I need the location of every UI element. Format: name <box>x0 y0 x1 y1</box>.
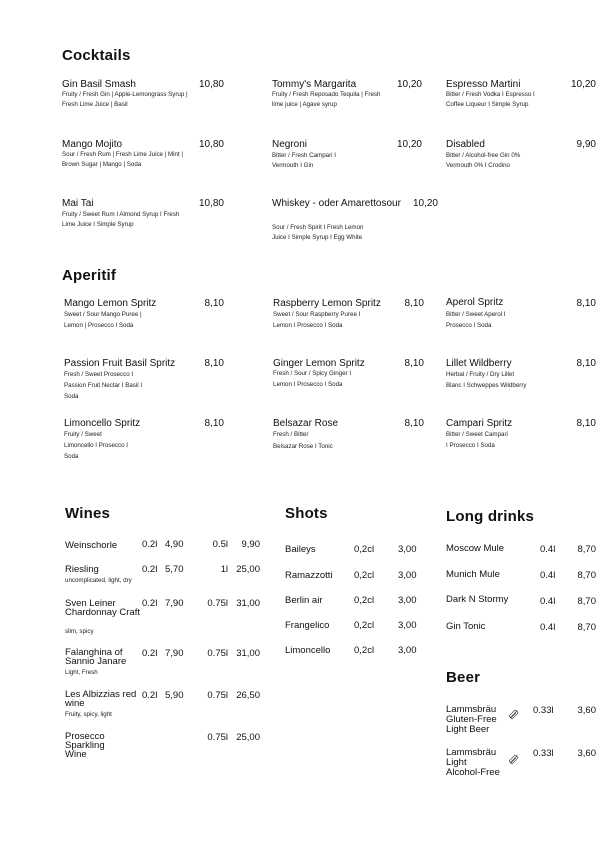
beer-name: Lammsbräu <box>446 747 497 758</box>
beer-volume: 0.33l <box>533 748 554 759</box>
shot-name: Frangelico <box>285 620 330 631</box>
item-name: Lillet Wildberry <box>446 358 512 369</box>
item-price: 10,80 <box>198 198 224 209</box>
item-desc: Fresh / Sweet Prosecco I <box>64 371 134 378</box>
wine-desc: Light, Fresh <box>65 669 98 676</box>
shot-name: Limoncello <box>285 645 331 656</box>
shot-price: 3,00 <box>398 620 417 631</box>
beer-glass-icon-svg <box>508 708 520 720</box>
item-desc: Fruity / Fresh Reposado Tequila | Fresh <box>272 91 381 98</box>
wine-price-small: 4,90 <box>165 539 184 550</box>
long-drink-name: Dark N Stormy <box>446 594 509 605</box>
wine-volume-large: 0.75l <box>207 648 228 659</box>
item-name: Mango Lemon Spritz <box>64 298 157 309</box>
item-name: Mango Mojito <box>62 139 123 150</box>
beer-price: 3,60 <box>577 705 596 716</box>
shots-heading: Shots <box>285 505 328 522</box>
wine-volume-small: 0.2l <box>142 598 158 609</box>
wine-name: Wine <box>65 749 87 760</box>
item-price: 8,10 <box>204 298 224 309</box>
shot-volume: 0,2cl <box>354 544 375 555</box>
cocktails-heading: Cocktails <box>62 47 131 64</box>
item-price: 10,20 <box>396 139 422 150</box>
beer-name: Alcohol-Free <box>446 767 500 778</box>
wine-volume-small: 0.2l <box>142 564 158 575</box>
item-desc: Herbal / Fruity / Dry Lillet <box>446 371 515 378</box>
item-price: 8,10 <box>404 358 424 369</box>
item-price: 10,20 <box>412 198 438 209</box>
wine-volume-small: 0.2l <box>142 690 158 701</box>
shot-name: Ramazzotti <box>285 570 333 581</box>
item-desc: Lemon | Prosecco I Soda <box>64 322 134 329</box>
item-price: 9,90 <box>576 139 596 150</box>
long-drink-name: Gin Tonic <box>446 621 486 632</box>
item-desc: Soda <box>64 453 79 460</box>
long-drink-volume: 0.4l <box>540 570 556 581</box>
item-desc: Bitter / Sweet Campari <box>446 431 508 438</box>
wine-price-large: 31,00 <box>236 598 260 609</box>
item-desc: Passion Fruit Nectar I Basil I <box>64 382 143 389</box>
wine-name: Prosecco <box>65 731 105 742</box>
item-desc: Prosecco I Soda <box>446 322 492 329</box>
wine-name: Weinschorle <box>65 540 118 551</box>
wine-volume-small: 0.2l <box>142 648 158 659</box>
item-price: 10,20 <box>570 79 596 90</box>
item-name: Ginger Lemon Spritz <box>273 358 365 369</box>
wine-price-small: 7,90 <box>165 648 184 659</box>
beer-glass-icon-svg <box>508 753 520 765</box>
item-name: Gin Basil Smash <box>62 79 136 90</box>
item-desc: Lime Juice I Simple Syrup <box>62 221 134 228</box>
beer-price: 3,60 <box>577 748 596 759</box>
item-desc: Fruity / Sweet <box>64 431 102 438</box>
item-desc: Juice I Simple Syrup I Egg White <box>272 234 363 241</box>
wine-name: Sannio Janare <box>65 656 127 667</box>
long-drink-volume: 0.4l <box>540 622 556 633</box>
beer-name: Light <box>446 757 467 768</box>
shot-name: Baileys <box>285 544 316 555</box>
wine-volume-large: 0.75l <box>207 690 228 701</box>
item-desc: Sweet / Sour Raspberry Puree I <box>273 311 361 318</box>
wine-price-small: 5,90 <box>165 690 184 701</box>
item-price: 10,80 <box>198 79 224 90</box>
item-desc: lime juice | Agave syrup <box>272 101 337 108</box>
item-desc: Coffee Liqueur I Simple Syrup <box>446 101 529 108</box>
long-drink-price: 8,70 <box>577 570 596 581</box>
item-desc: Bitter / Fresh Campari I <box>272 152 336 159</box>
item-name: Aperol Spritz <box>446 297 504 308</box>
shot-volume: 0,2cl <box>354 645 375 656</box>
item-price: 8,10 <box>204 358 224 369</box>
wine-price-large: 25,00 <box>236 732 260 743</box>
item-price: 8,10 <box>204 418 224 429</box>
item-price: 10,20 <box>396 79 422 90</box>
item-desc: Bitter / Sweet Aperol I <box>446 311 506 318</box>
long-drink-volume: 0.4l <box>540 544 556 555</box>
wine-volume-large: 0.75l <box>207 732 228 743</box>
item-name: Negroni <box>272 139 308 150</box>
wine-name: Chardonnay Craft <box>65 607 140 618</box>
beer-glass-icon <box>508 707 520 725</box>
item-desc: Belsazar Rose I Tonic <box>273 443 333 450</box>
shot-volume: 0,2cl <box>354 595 375 606</box>
item-desc: Vermouth 0% I Crodino <box>446 162 510 169</box>
wine-volume-large: 0.5l <box>212 539 228 550</box>
long-drinks-heading: Long drinks <box>446 508 535 525</box>
beer-name: Lammsbräu <box>446 704 497 715</box>
item-price: 10,80 <box>198 139 224 150</box>
item-name: Tommy's Margarita <box>272 79 357 90</box>
item-price: 8,10 <box>576 358 596 369</box>
item-desc: Fresh Lime Juice | Basil <box>62 101 128 108</box>
item-desc: Sour / Fresh Rum | Fresh Lime Juice | Mint | <box>62 151 184 158</box>
item-desc: I Prosecco I Soda <box>446 442 495 449</box>
wines-heading: Wines <box>65 505 111 522</box>
item-desc: Limoncello I Prosecco I <box>64 442 128 449</box>
wine-desc: slim, spicy <box>65 628 94 635</box>
long-drink-name: Munich Mule <box>446 569 500 580</box>
item-desc: Brown Sugar | Mango | Soda <box>62 161 142 168</box>
beer-volume: 0.33l <box>533 705 554 716</box>
shot-name: Berlin air <box>285 595 323 606</box>
aperitif-heading: Aperitif <box>62 267 117 284</box>
item-name: Passion Fruit Basil Spritz <box>64 358 176 369</box>
item-name: Whiskey - oder Amarettosour <box>272 198 401 209</box>
item-desc: Fruity / Fresh Gin | Apple-Lemongrass Syrup | <box>62 91 188 98</box>
wine-name: Riesling <box>65 564 99 575</box>
item-name: Espresso Martini <box>446 79 521 90</box>
item-name: Mai Tai <box>62 198 94 209</box>
item-name: Raspberry Lemon Spritz <box>273 298 381 309</box>
item-desc: Fresh / Bitter <box>273 431 309 438</box>
long-drink-price: 8,70 <box>577 622 596 633</box>
shot-price: 3,00 <box>398 595 417 606</box>
wine-desc: uncomplicated, light, dry <box>65 577 132 584</box>
shot-volume: 0,2cl <box>354 620 375 631</box>
wine-volume-small: 0.2l <box>142 539 158 550</box>
long-drink-volume: 0.4l <box>540 596 556 607</box>
beer-name: Light Beer <box>446 724 490 735</box>
item-name: Limoncello Spritz <box>64 418 141 429</box>
item-desc: Fresh / Sour / Spicy Ginger I <box>273 370 352 377</box>
item-desc: Soda <box>64 393 79 400</box>
item-name: Disabled <box>446 139 485 150</box>
item-desc: Bitter / Alcohol-free Gin 0% <box>446 152 521 159</box>
wine-volume-large: 0.75l <box>207 598 228 609</box>
item-desc: Vermouth I Gin <box>272 162 314 169</box>
wine-name: Sparkling <box>65 740 105 751</box>
item-desc: Sour / Fresh Spirit I Fresh Lemon <box>272 224 364 231</box>
long-drink-name: Moscow Mule <box>446 543 505 554</box>
wine-desc: Fruity, spicy, light <box>65 711 112 718</box>
wine-name: Les Albizzias red <box>65 689 137 700</box>
beer-heading: Beer <box>446 669 481 686</box>
item-desc: Blanc I Schweppes Wildberry <box>446 382 527 389</box>
item-name: Belsazar Rose <box>273 418 339 429</box>
beer-name: Gluten-Free <box>446 714 497 725</box>
long-drink-price: 8,70 <box>577 544 596 555</box>
item-price: 8,10 <box>576 418 596 429</box>
item-price: 8,10 <box>576 298 596 309</box>
wine-price-large: 25,00 <box>236 564 260 575</box>
shot-price: 3,00 <box>398 570 417 581</box>
wine-price-small: 7,90 <box>165 598 184 609</box>
wine-price-large: 26,50 <box>236 690 260 701</box>
long-drink-price: 8,70 <box>577 596 596 607</box>
shot-price: 3,00 <box>398 544 417 555</box>
wine-price-small: 5,70 <box>165 564 184 575</box>
item-price: 8,10 <box>404 418 424 429</box>
wine-name: Falanghina of <box>65 647 123 658</box>
wine-volume-large: 1l <box>220 564 228 575</box>
shot-price: 3,00 <box>398 645 417 656</box>
wine-price-large: 31,00 <box>236 648 260 659</box>
item-price: 8,10 <box>404 298 424 309</box>
wine-price-large: 9,90 <box>241 539 260 550</box>
item-desc: Bitter / Fresh Vodka I Espresso I <box>446 91 535 98</box>
item-desc: Sweet / Sour Mango Puree | <box>64 311 142 318</box>
item-desc: Lemon I Prosecco I Soda <box>273 322 343 329</box>
beer-glass-icon <box>508 752 520 770</box>
wine-name: Sven Leiner <box>65 598 116 609</box>
item-desc: Fruity / Sweet Rum I Almond Syrup I Fresh <box>62 211 180 218</box>
wine-name: wine <box>65 698 85 709</box>
shot-volume: 0,2cl <box>354 570 375 581</box>
item-desc: Lemon I Prosecco I Soda <box>273 381 343 388</box>
item-name: Campari Spritz <box>446 418 513 429</box>
